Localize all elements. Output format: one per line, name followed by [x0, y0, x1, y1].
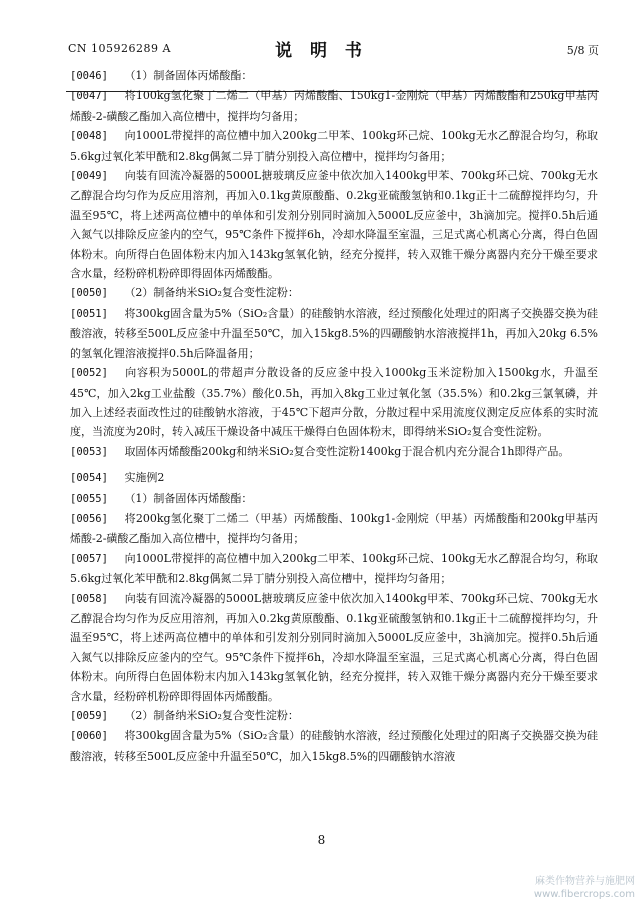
watermark-site-name: 麻类作物营养与施肥网 — [535, 876, 635, 887]
paragraph-text: 向1000L带搅拌的高位槽中加入200kg二甲苯、100kg环己烷、100kg无水乙醇混合均匀，称取5.6kg过氧化苯甲酰和2.8kg偶氮二异丁腈分别投入高位槽中，搅拌均匀备用； — [70, 551, 599, 586]
paragraph-0049 — [70, 166, 598, 283]
watermark — [534, 875, 635, 901]
section-heading: 实施例2 — [124, 471, 165, 485]
paragraph-0053 — [70, 442, 598, 462]
paragraph-text: 将100kg氢化聚丁二烯二（甲基）丙烯酸酯、150kg1-金刚烷（甲基）丙烯酸酯和250kg甲基丙烯酸-2-磺酸乙酯加入高位槽中，搅拌均匀备用； — [70, 89, 599, 123]
paragraph-number: [0051] — [70, 307, 108, 320]
paragraph-number: [0046] — [70, 70, 108, 82]
paragraph-0047 — [70, 86, 598, 126]
paragraph-text: 将300kg固含量为5%（SiO₂含量）的硅酸钠水溶液，经过预酸化处理过的阳离子交换器交换为硅酸溶液，转移至500L反应釜中升温至50℃，加入15kg8.5%的四硼酸钠水溶液 — [70, 729, 598, 763]
document-body — [70, 66, 598, 766]
paragraph-number: [0052] — [70, 367, 108, 380]
paragraph-text: （2）制备纳米SiO₂复合变性淀粉： — [124, 709, 299, 722]
paragraph-text: 取固体丙烯酸酯200kg和纳米SiO₂复合变性淀粉1400kg于混合机内充分混合1h即得产品。 — [124, 444, 570, 458]
paragraph-text: 向装有回流冷凝器的5000L搪玻璃反应釜中依次加入1400kg甲苯、700kg环己烷、700kg无水乙醇混合均匀作为反应用溶剂，再加入0.2kg黄原酸酯、0.1kg亚硫酸氢钠和0.1kg正十二硫醇搅拌均匀，升温至95℃，将上述两高位槽中的单体和引发剂分别同时滴加入5000L反应釜中，3h滴加完。搅拌0.5h后通入氮气以排除反应釜内的空气。95℃条件下搅拌6h，冷却水降温至室温，三足式离心机离心分离，得白色固体粉末。向所得白色固体粉末内加入143kg氢氧化钠，经充分搅拌，转入双锥干燥分离器内充分干燥至要求含水量，经粉碎机粉碎即得固体丙烯酸酯。 — [70, 591, 598, 703]
paragraph-number: [0058] — [70, 592, 108, 605]
paragraph-text: （1）制备固体丙烯酸酯： — [124, 69, 253, 82]
paragraph-0054 — [70, 468, 598, 488]
paragraph-text: 向1000L带搅拌的高位槽中加入200kg二甲苯、100kg环己烷、100kg无水乙醇混合均匀，称取5.6kg过氧化苯甲酰和2.8kg偶氮二异丁腈分别投入高位槽中，搅拌均匀备用； — [70, 129, 599, 163]
paragraph-number: [0053] — [70, 445, 108, 458]
paragraph-number: [0054] — [70, 472, 108, 485]
paragraph-text: 向装有回流冷凝器的5000L搪玻璃反应釜中依次加入1400kg甲苯、700kg环己烷、700kg无水乙醇混合均匀作为反应用溶剂，再加入0.1kg黄原酸酯、0.2kg亚硫酸氢钠和0.1kg正十二硫醇搅拌均匀，升温至95℃，将上述两高位槽中的单体和引发剂分别同时滴加入5000L反应釜中，3h滴加完。搅拌0.5h后通入氮气以排除反应釜内的空气，95℃条件下搅拌6h，冷却水降温至室温，三足式离心机离心分离，得白色固体粉末。向所得白色固体粉末内加入143kg氢氧化钠，经充分搅拌，转入双锥干燥分离器内充分干燥至要求含水量，经粉碎机粉碎即得固体丙烯酸酯。 — [70, 169, 598, 281]
document-title: 说 明 书 — [275, 41, 368, 61]
paragraph-number: [0055] — [70, 492, 108, 505]
paragraph-text: 向容积为5000L的带超声分散设备的反应釜中投入1000kg玉米淀粉加入1500kg水，升温至45℃，加入2kg工业盐酸（35.7%）酸化0.5h，再加入8kg工业过氧化氢（35.5%）和0.2kg三氯氧磷，并加入上述经表面改性过的硅酸钠水溶液，于45℃下超声分散，分散过程中采用流度仪测定反应体系的实时流度，当流度为20时，转入减压干燥设备中减压干燥得白色固体粉末，即得纳米SiO₂复合变性淀粉。 — [70, 366, 598, 439]
paragraph-0051 — [70, 304, 598, 363]
paragraph-text: （2）制备纳米SiO₂复合变性淀粉： — [124, 286, 299, 300]
paragraph-text: （1）制备固体丙烯酸酯： — [124, 491, 253, 505]
paragraph-number: [0047] — [70, 90, 108, 103]
paragraph-number: [0048] — [70, 130, 108, 143]
paragraph-0046 — [70, 66, 598, 86]
page-indicator: 5/8 页 — [566, 44, 599, 57]
paragraph-text: 将300kg固含量为5%（SiO₂含量）的硅酸钠水溶液，经过预酸化处理过的阳离子交换器交换为硅酸溶液，转移至500L反应釜中升温至50℃，加入15kg8.5%的四硼酸钠水溶液搅拌1h，再加入20kg 6.5%的氢氧化锂溶液搅拌0.5h后降温备用； — [70, 306, 598, 360]
paragraph-0055 — [70, 489, 598, 509]
page-header — [0, 33, 643, 63]
paragraph-number: [0049] — [70, 170, 108, 183]
page-number: 8 — [317, 833, 326, 847]
paragraph-0050 — [70, 283, 598, 303]
paragraph-0052 — [70, 363, 598, 442]
paragraph-0056 — [70, 509, 598, 549]
paragraph-number: [0060] — [70, 730, 108, 743]
paragraph-number: [0056] — [70, 512, 108, 525]
watermark-url: www.fibercrops.com — [533, 889, 635, 900]
paragraph-0059 — [70, 706, 598, 726]
paragraph-number: [0057] — [70, 552, 108, 565]
paragraph-0060 — [70, 726, 598, 766]
paragraph-number: [0059] — [70, 710, 108, 722]
patent-number: CN 105926289 A — [68, 42, 171, 55]
paragraph-0058 — [70, 589, 598, 706]
paragraph-number: [0050] — [70, 287, 108, 300]
paragraph-0048 — [70, 126, 598, 166]
paragraph-0057 — [70, 549, 598, 589]
paragraph-text: 将200kg氢化聚丁二烯二（甲基）丙烯酸酯、100kg1-金刚烷（甲基）丙烯酸酯和200kg甲基丙烯酸-2-磺酸乙酯加入高位槽中，搅拌均匀备用； — [70, 511, 599, 546]
